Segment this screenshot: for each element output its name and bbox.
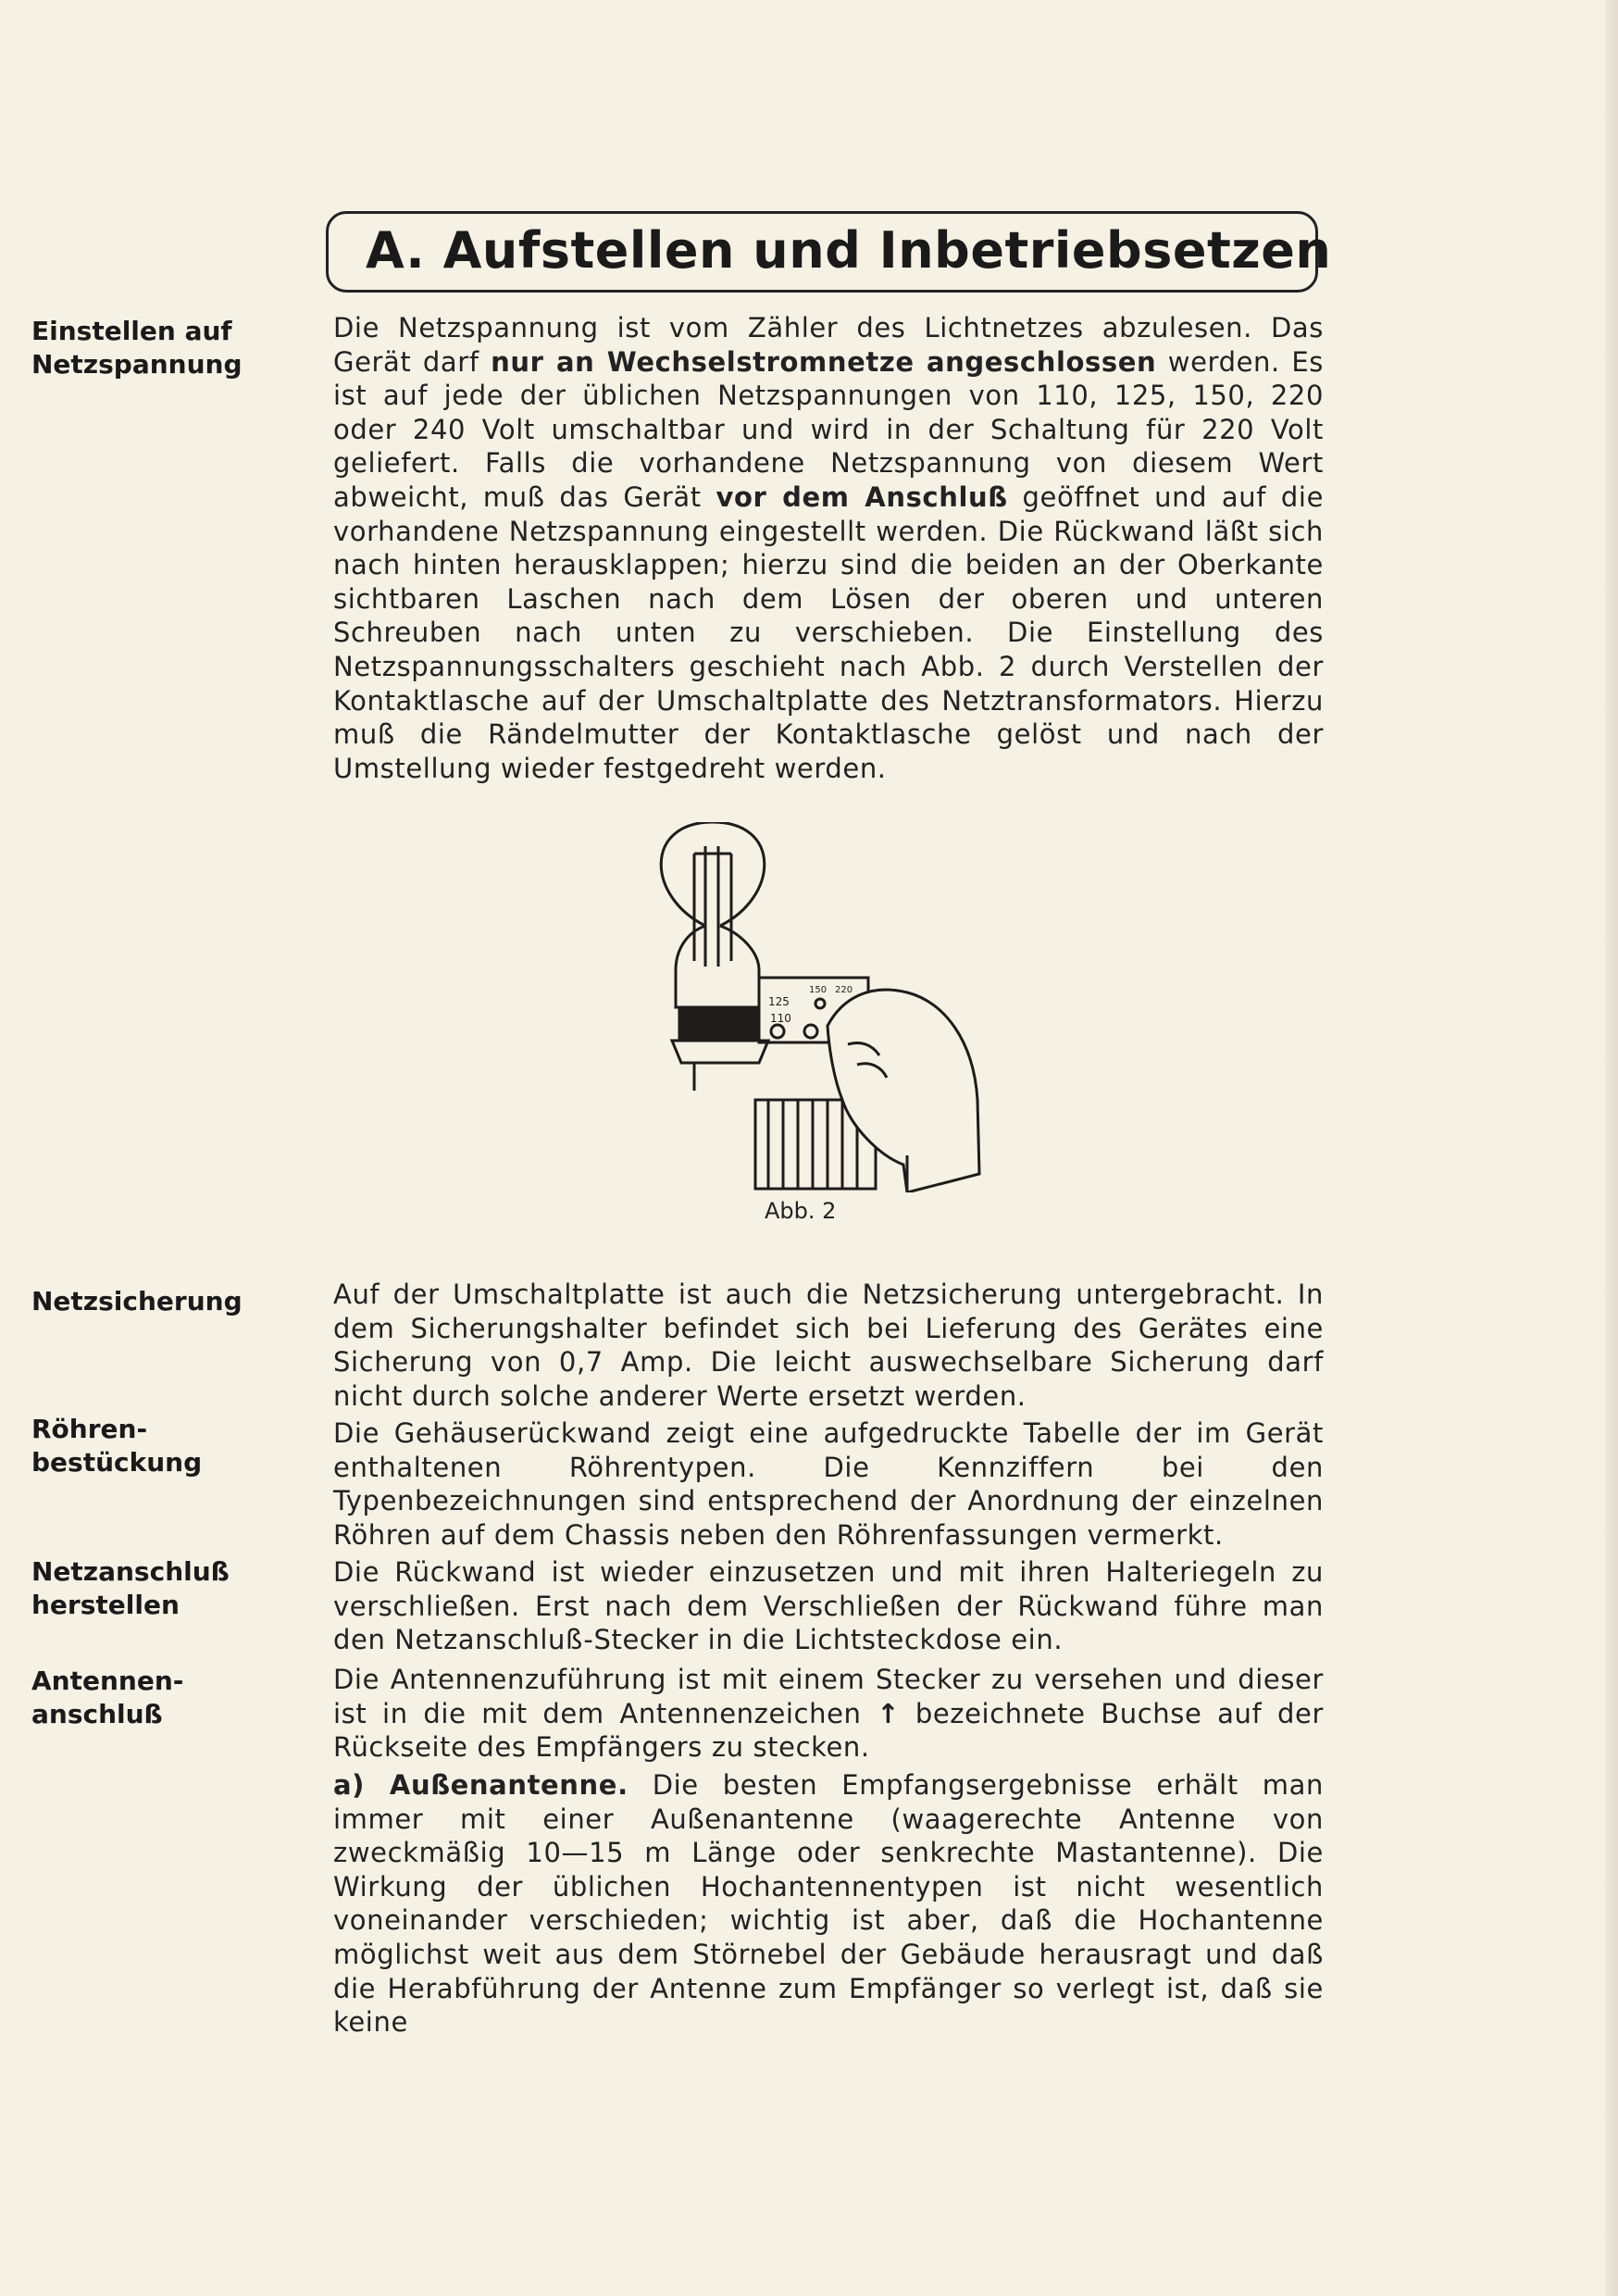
side-label-line: Röhren-: [31, 1414, 148, 1444]
paragraph-roehrenbestueckung: Die Gehäuserückwand zeigt eine aufgedruckte Tabelle der im Gerät enthaltenen Röhrentypen. Die Kennziffern bei den Typenbezeichnungen sind entsprechend der Anordnung der einzelnen Röhren auf dem Chassis neben den Röhrenfassungen vermerkt.: [333, 1417, 1324, 1551]
plate-label: 125: [768, 995, 790, 1008]
text-run: Die Antennenzuführung ist mit einem Stecker zu versehen und dieser ist in die mit dem Antennenzeichen: [333, 1664, 1324, 1729]
voltage-selector-illustration-icon: [629, 822, 981, 1192]
figure-caption: Abb. 2: [765, 1198, 837, 1224]
text-run: bezeichnete Buchse auf der Rückseite des Empfängers zu stecken.: [333, 1697, 1324, 1764]
bold-text-run: nur an Wechselstromnetze angeschlossen: [491, 345, 1157, 378]
side-label-line: Einstellen auf: [31, 316, 232, 346]
text-run: werden. Es ist auf jede der üblichen Netzspannungen von 110, 125, 150, 220 oder 240 Volt umschaltbar und wird in der Schaltung für 220 Volt geliefert. Falls die vorhandene Netzspannung von diesem Wert abweicht, muß das Gerät: [333, 345, 1324, 513]
plate-label: 150: [809, 985, 828, 995]
side-label-netzsicherung: [31, 1285, 309, 1318]
side-label-line: anschluß: [31, 1699, 163, 1729]
text-run: Die Netzspannung ist vom Zähler des Lichtnetzes abzulesen. Das Gerät darf: [333, 312, 1324, 378]
side-label-line: herstellen: [31, 1590, 180, 1620]
bold-text-run: a) Außenantenne.: [333, 1769, 629, 1801]
plate-label: 220: [835, 985, 853, 995]
side-label-line: Netzspannung: [31, 349, 243, 380]
page-edge: [1605, 0, 1618, 2296]
side-label-line: Antennen-: [31, 1666, 184, 1696]
text-run: Die besten Empfangsergebnisse erhält man immer mit einer Außenantenne (waagerechte Antenne von zweckmäßig 10—15 m Länge oder senkrechte Mastantenne). Die Wirkung der üblichen Hochantennentypen ist nicht wesentlich voneinander verschieden; wichtig ist aber, daß die Hochantenne möglichst weit aus dem Störnebel der Gebäude herausragt und daß die Herabführung der Antenne zum Empfänger so verlegt ist, daß sie keine: [333, 1769, 1325, 2039]
side-label-line: Netzsicherung: [31, 1286, 243, 1316]
side-label-line: bestückung: [31, 1447, 203, 1478]
bold-text-run: vor dem Anschluß: [716, 480, 1008, 513]
paragraph-aussenantenne: [333, 1768, 1324, 2040]
page-title: A. Aufstellen und Inbetriebsetzen: [366, 221, 1332, 280]
paragraph-netzspannung: [333, 311, 1324, 785]
paragraph-netzanschluss: Die Rückwand ist wieder einzusetzen und mit ihren Halteriegeln zu verschließen. Erst nach dem Verschließen der Rückwand führe man den Netzanschluß-Stecker in die Lichtsteckdose ein.: [333, 1556, 1324, 1656]
side-label-netzanschluss: [31, 1555, 309, 1622]
antenna-symbol-icon: ↑: [877, 1697, 901, 1729]
title-frame: [326, 211, 1332, 293]
side-label-antennenanschluss: [31, 1665, 309, 1731]
figure-abb-2: [629, 822, 981, 1192]
side-label-line: Netzanschluß: [31, 1556, 230, 1587]
side-label-roehrenbestueckung: [31, 1413, 309, 1479]
paragraph-antennenanschluss: [333, 1663, 1324, 1765]
plate-label: 110: [770, 1012, 791, 1025]
text-run: geöffnet und auf die vorhandene Netzspannung eingestellt werden. Die Rückwand läßt sich nach hinten herausklappen; hierzu sind die beiden an der Oberkante sichtbaren Laschen nach dem Lösen der oberen und unteren Schreuben nach unten zu verschieben. Die Einstellung des Netzspannungsschalters geschieht nach Abb. 2 durch Verstellen der Kontaktlasche auf der Umschaltplatte des Netztransformators. Hierzu muß die Rändelmutter der Kontaktlasche gelöst und nach der Umstellung wieder festgedreht werden.: [333, 480, 1325, 784]
paragraph-netzsicherung: Auf der Umschaltplatte ist auch die Netzsicherung untergebracht. In dem Sicherungshalter befindet sich bei Lieferung des Gerätes eine Sicherung von 0,7 Amp. Die leicht auswechselbare Sicherung darf nicht durch solche anderer Werte ersetzt werden.: [333, 1279, 1324, 1412]
side-label-netzspannung: [31, 315, 309, 381]
